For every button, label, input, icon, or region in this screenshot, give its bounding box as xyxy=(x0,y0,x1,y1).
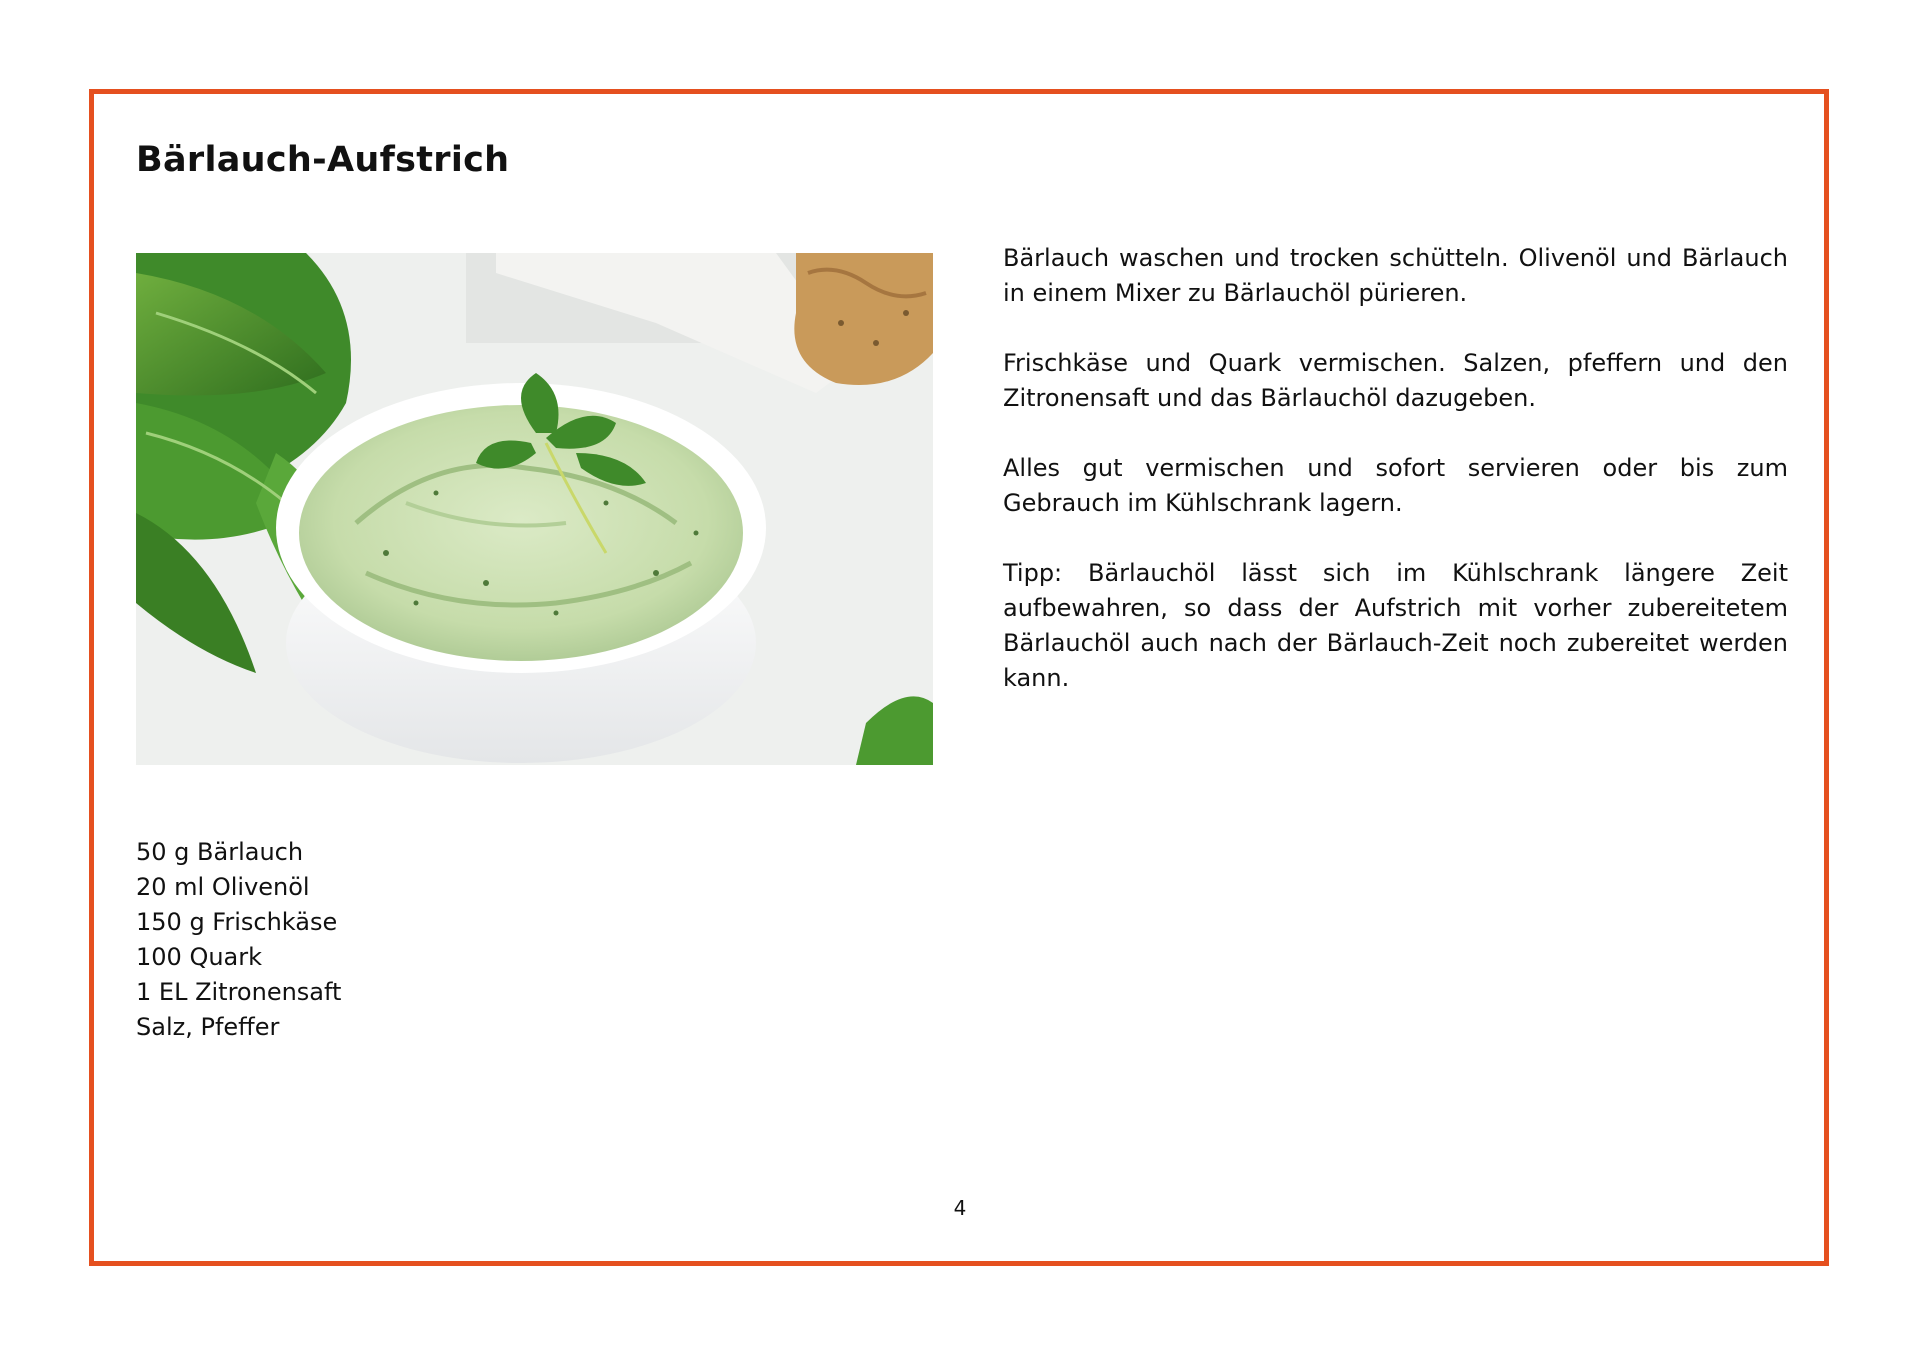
instruction-step: Alles gut vermischen und sofort servieren oder bis zum Gebrauch im Kühlschrank lagern. xyxy=(1003,454,1788,517)
recipe-title: Bärlauch-Aufstrich xyxy=(136,140,510,180)
ingredient-item: 150 g Frischkäse xyxy=(136,908,338,936)
instruction-step: Frischkäse und Quark vermischen. Salzen, pfeffern und den Zitronensaft und das Bärlauchöl dazugeben. xyxy=(1003,349,1788,412)
instruction-tip: Tipp: Bärlauchöl lässt sich im Kühlschrank längere Zeit aufbewahren, so dass der Aufstrich mit vorher zubereitetem Bärlauchöl auch nach der Bärlauch-Zeit noch zubereitet werden kann. xyxy=(1003,559,1788,692)
instruction-step: Bärlauch waschen und trocken schütteln. Olivenöl und Bärlauch in einem Mixer zu Bärlauchöl pürieren. xyxy=(1003,244,1788,307)
ingredient-list xyxy=(136,835,341,1045)
ingredient-item: Salz, Pfeffer xyxy=(136,1013,280,1041)
ingredient-item: 20 ml Olivenöl xyxy=(136,873,310,901)
ingredient-item: 50 g Bärlauch xyxy=(136,838,304,866)
ingredient-item: 1 EL Zitronensaft xyxy=(136,978,342,1006)
ingredient-item: 100 Quark xyxy=(136,943,263,971)
page-number: 4 xyxy=(953,1196,967,1220)
recipe-photo xyxy=(136,253,933,765)
instructions xyxy=(1003,241,1788,731)
